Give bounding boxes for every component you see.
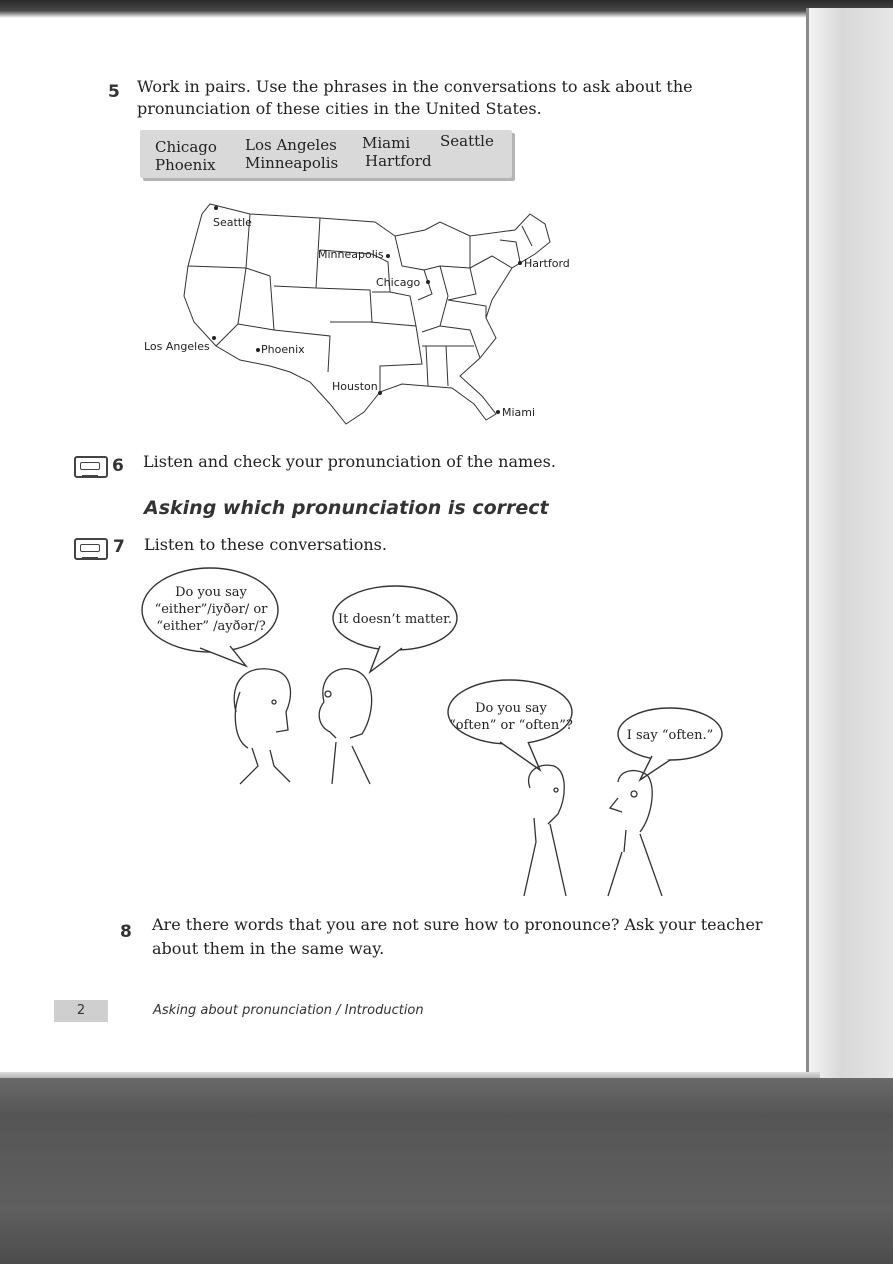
map-label-seattle: Seattle xyxy=(213,216,252,229)
map-label-los-angeles: Los Angeles xyxy=(144,340,210,353)
bubble-1-line-2: “either”/iyðər/ or xyxy=(154,602,268,617)
map-label-minneapolis: Minneapolis xyxy=(318,248,384,261)
bubble-2-text: It doesn’t matter. xyxy=(337,612,452,627)
marker-phoenix xyxy=(256,348,260,352)
people-drawing xyxy=(234,669,662,896)
scan-top-edge xyxy=(0,0,893,18)
exercise-7-number: 7 xyxy=(113,537,125,557)
cassette-icon xyxy=(74,456,108,478)
city-miami: Miami xyxy=(362,134,411,152)
exercise-5-number: 5 xyxy=(108,82,120,102)
exercise-7-text: Listen to these conversations. xyxy=(144,535,387,554)
section-heading: Asking which pronunciation is correct xyxy=(144,497,549,519)
marker-hartford xyxy=(518,261,522,265)
city-hartford: Hartford xyxy=(365,152,432,170)
city-chicago: Chicago xyxy=(155,138,217,156)
scan-bottom-shadow xyxy=(0,1078,893,1264)
city-los-angeles: Los Angeles xyxy=(245,136,337,154)
exercise-8-line-2: about them in the same way. xyxy=(152,939,385,958)
bubble-1-line-1: Do you say xyxy=(175,585,247,600)
marker-chicago xyxy=(426,280,430,284)
marker-minneapolis xyxy=(386,254,390,258)
page-fold-line xyxy=(806,8,809,1078)
exercise-6-number: 6 xyxy=(112,456,124,476)
running-title: Asking about pronunciation / Introduction xyxy=(153,1003,424,1018)
map-label-chicago: Chicago xyxy=(376,276,421,289)
map-label-houston: Houston xyxy=(332,380,378,393)
bubble-1-line-3: “either” /ayðər/? xyxy=(156,619,266,634)
city-minneapolis: Minneapolis xyxy=(245,154,339,172)
bubble-4-text: I say “often.” xyxy=(626,728,714,743)
exercise-8-line-1: Are there words that you are not sure how to pronounce? Ask your teacher xyxy=(152,915,763,934)
scan-right-margin xyxy=(808,8,893,1078)
marker-seattle xyxy=(214,206,218,210)
page-number-badge: 2 xyxy=(54,1000,108,1022)
city-phoenix: Phoenix xyxy=(155,156,216,174)
bubble-3-line-2: “often” or “often”? xyxy=(449,718,573,733)
city-seattle: Seattle xyxy=(440,132,494,150)
marker-miami xyxy=(496,410,500,414)
map-label-phoenix: Phoenix xyxy=(261,343,305,356)
us-map xyxy=(140,196,590,436)
marker-houston xyxy=(378,391,382,395)
marker-los-angeles xyxy=(212,336,216,340)
exercise-6-text: Listen and check your pronunciation of the names. xyxy=(143,452,556,471)
exercise-5-line-2: pronunciation of these cities in the United States. xyxy=(137,99,542,118)
cassette-icon xyxy=(74,538,108,560)
exercise-5-line-1: Work in pairs. Use the phrases in the conversations to ask about the xyxy=(137,77,693,96)
city-list-box xyxy=(140,130,512,178)
map-label-hartford: Hartford xyxy=(524,257,570,270)
map-label-miami: Miami xyxy=(502,406,536,419)
exercise-8-number: 8 xyxy=(120,922,132,942)
bubble-3-line-1: Do you say xyxy=(475,701,547,716)
